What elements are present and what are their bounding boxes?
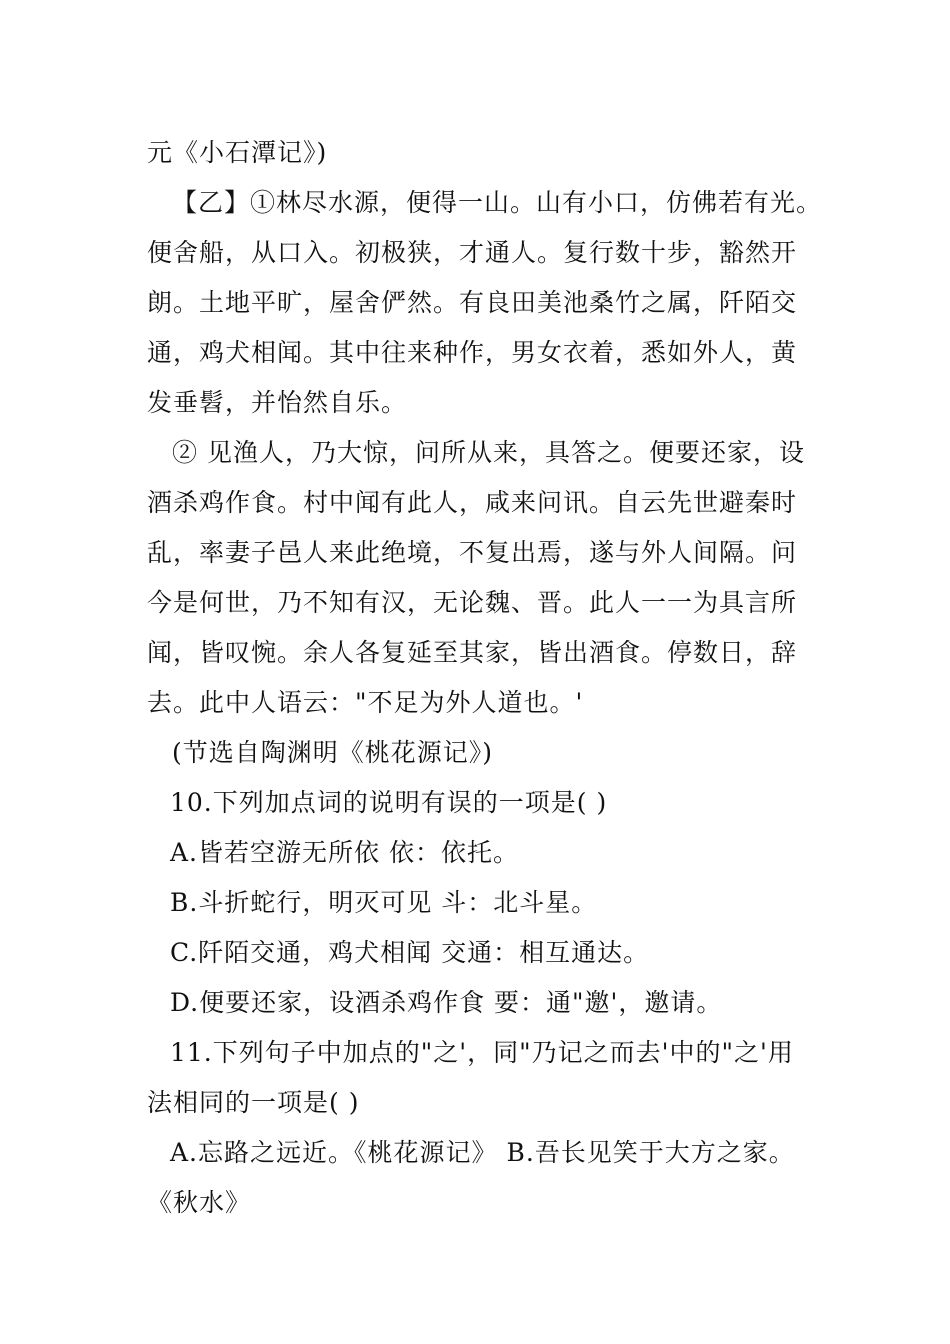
question-10-option-a: A.皆若空游无所依 依：依托。 [170, 838, 519, 867]
source-citation: (节选自陶渊明《桃花源记》) [172, 738, 494, 767]
text-line-1: 元《小石潭记》) [147, 138, 328, 167]
question-10: 10.下列加点词的说明有误的一项是( ) [170, 788, 608, 817]
text-line-2: 【乙】①林尽水源，便得一山。山有小口，仿佛若有光。 [172, 188, 823, 217]
question-10-option-d: D.便要还家，设酒杀鸡作食 要：通"邀'，邀请。 [170, 988, 723, 1017]
text-line-11: 闻，皆叹惋。余人各复延至其家，皆出酒食。停数日，辞 [147, 638, 798, 667]
text-line-6: 发垂髫，并怡然自乐。 [147, 388, 408, 417]
text-line-9: 乱，率妻子邑人来此绝境，不复出焉，遂与外人间隔。问 [147, 538, 798, 567]
question-10-option-c: C.阡陌交通，鸡犬相闻 交通：相互通达。 [170, 938, 650, 967]
question-11-continued: 法相同的一项是( ) [147, 1088, 360, 1117]
text-line-4: 朗。土地平旷，屋舍俨然。有良田美池桑竹之属，阡陌交 [147, 288, 798, 317]
question-11-options-ab: A.忘路之远近。《桃花源记》 B.吾长见笑于大方之家。 [170, 1138, 795, 1167]
question-10-option-b: B.斗折蛇行，明灭可见 斗：北斗星。 [170, 888, 598, 917]
question-11-option-b-source: 《秋水》 [147, 1188, 252, 1217]
text-line-7: ② 见渔人，乃大惊，问所从来，具答之。便要还家，设 [172, 438, 805, 467]
text-line-8: 酒杀鸡作食。村中闻有此人，咸来问讯。自云先世避秦时 [147, 488, 798, 517]
question-11: 11.下列句子中加点的"之'，同"乃记之而去'中的"之'用 [170, 1038, 794, 1067]
text-line-3: 便舍船，从口入。初极狭，才通人。复行数十步，豁然开 [147, 238, 798, 267]
text-line-12: 去。此中人语云："不足为外人道也。' [147, 688, 584, 717]
text-line-10: 今是何世，乃不知有汉，无论魏、晋。此人一一为具言所 [147, 588, 798, 617]
text-line-5: 通，鸡犬相闻。其中往来种作，男女衣着，悉如外人，黄 [147, 338, 798, 367]
